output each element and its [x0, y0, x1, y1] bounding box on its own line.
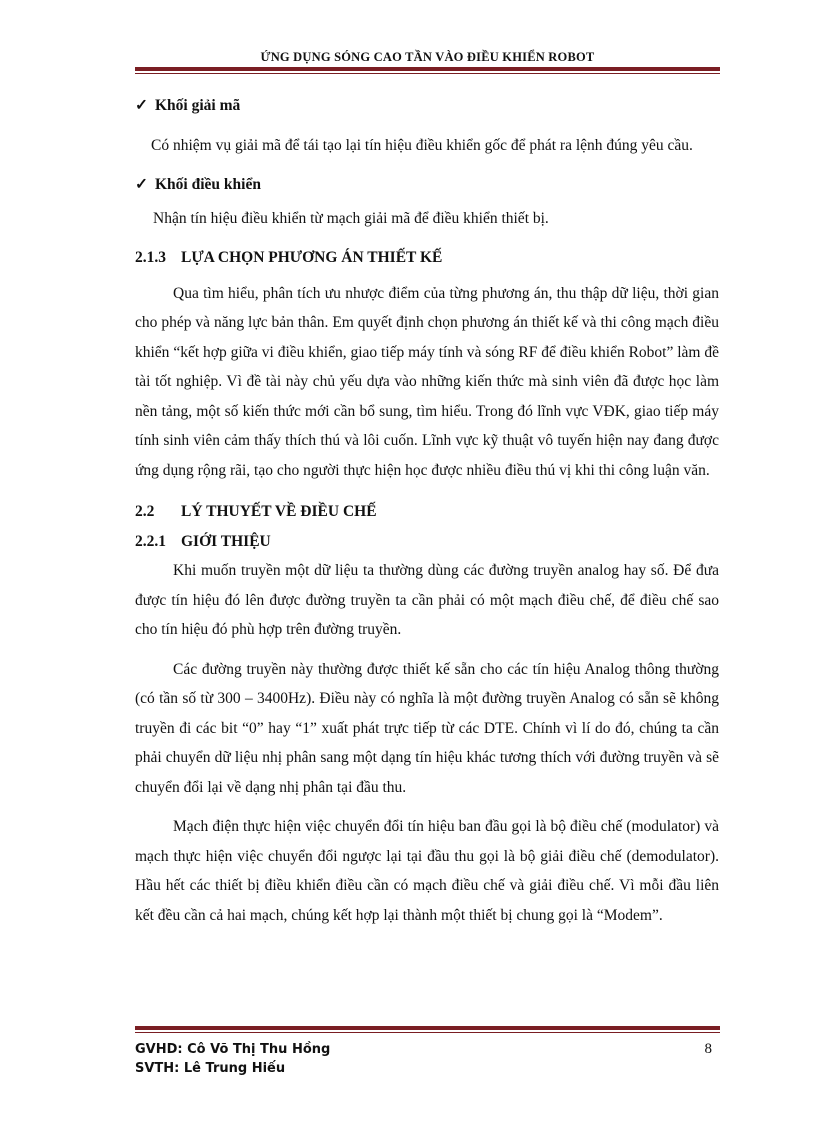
section-title: GIỚI THIỆU — [181, 532, 271, 550]
page-header-title: ỨNG DỤNG SÓNG CAO TẦN VÀO ĐIỀU KHIỂN ROBOT — [260, 50, 595, 64]
section-number: 2.2 — [135, 503, 155, 520]
section-2-2-1-para-3: Mạch điện thực hiện việc chuyển đổi tín hiệu ban đầu gọi là bộ điều chế (modulator) và mạch thực hiện việc chuyển đổi ngược lại tại đầu thu gọi là bộ giải điều chế (demodulator). Hầu hết các thiết bị điều khiển điều cần có mạch điều chế và giải điều chế. Vì mỗi đầu liên kết đều cần cả hai mạch, chúng kết hợp lại thành một thiết bị chung gọi là “Modem”. — [135, 818, 719, 924]
header-rule — [135, 67, 720, 74]
section-2-2-1-para-1: Khi muốn truyền một dữ liệu ta thường dùng các đường truyền analog hay số. Để đưa được tín hiệu đó lên được đường truyền ta cần phải có một mạch điều chế, để điều chế sao cho tín hiệu đó phù hợp trên đường truyền. — [135, 562, 719, 638]
control-block-text: Nhận tín hiệu điều khiển từ mạch giải mã để điều khiển thiết bị. — [153, 209, 549, 227]
footer-student: SVTH: Lê Trung Hiếu — [135, 1061, 286, 1076]
page-body — [135, 91, 719, 930]
checkmark-icon: ✓ — [135, 176, 148, 193]
page-footer — [135, 1040, 720, 1078]
control-block-heading — [135, 170, 719, 200]
decoder-block-title: Khối giải mã — [155, 97, 241, 114]
footer-rule — [135, 1026, 720, 1033]
section-title: LÝ THUYẾT VỀ ĐIỀU CHẾ — [181, 503, 377, 520]
section-2-2-1-para-2: Các đường truyền này thường được thiết kế sẵn cho các tín hiệu Analog thông thường (có tần số từ 300 – 3400Hz). Điều này có nghĩa là một đường truyền Analog có sẵn sẽ không truyền đi các bit “0” hay “1” xuất phát trực tiếp từ các DTE. Chính vì lí do đó, chúng ta cần phải chuyển dữ liệu nhị phân sang một dạng tín hiệu khác tương thích với đường truyền và sẽ chuyển đổi lại về dạng nhị phân tại đầu thu. — [135, 660, 719, 796]
decoder-block-heading — [135, 91, 719, 121]
decoder-block-text: Có nhiệm vụ giải mã để tái tạo lại tín hiệu điều khiển gốc để phát ra lệnh đúng yêu cầu. — [151, 136, 693, 154]
checkmark-icon: ✓ — [135, 97, 148, 114]
section-heading-2-2-1 — [135, 527, 719, 557]
page-number: 8 — [704, 1041, 712, 1057]
section-number: 2.2.1 — [135, 532, 166, 550]
section-2-1-3-text: Qua tìm hiểu, phân tích ưu nhược điểm của từng phương án, thu thập dữ liệu, thời gian cho phép và năng lực bản thân. Em quyết định chọn phương án thiết kế và thi công mạch điều khiển “kết hợp giữa vi điều khiển, giao tiếp máy tính và sóng RF để điều khiển Robot” làm đề tài tốt nghiệp. Vì đề tài này chủ yếu dựa vào những kiến thức mà sinh viên đã được học làm nền tảng, một số kiến thức mới cần bổ sung, tìm hiểu. Trong đó lĩnh vực VĐK, giao tiếp máy tính sinh viên cảm thấy thích thú và lôi cuốn. Lĩnh vực kỹ thuật vô tuyến hiện nay đang được ứng dụng rộng rãi, tạo cho người thực hiện học được nhiều điều thú vị khi thi công luận văn. — [135, 284, 719, 479]
section-number: 2.1.3 — [135, 249, 166, 266]
footer-advisor: GVHD: Cô Võ Thị Thu Hồng — [135, 1042, 331, 1057]
section-heading-2-2 — [135, 497, 719, 527]
section-title: LỰA CHỌN PHƯƠNG ÁN THIẾT KẾ — [181, 249, 443, 266]
section-heading-2-1-3 — [135, 243, 719, 273]
control-block-title: Khối điều khiển — [155, 176, 261, 193]
